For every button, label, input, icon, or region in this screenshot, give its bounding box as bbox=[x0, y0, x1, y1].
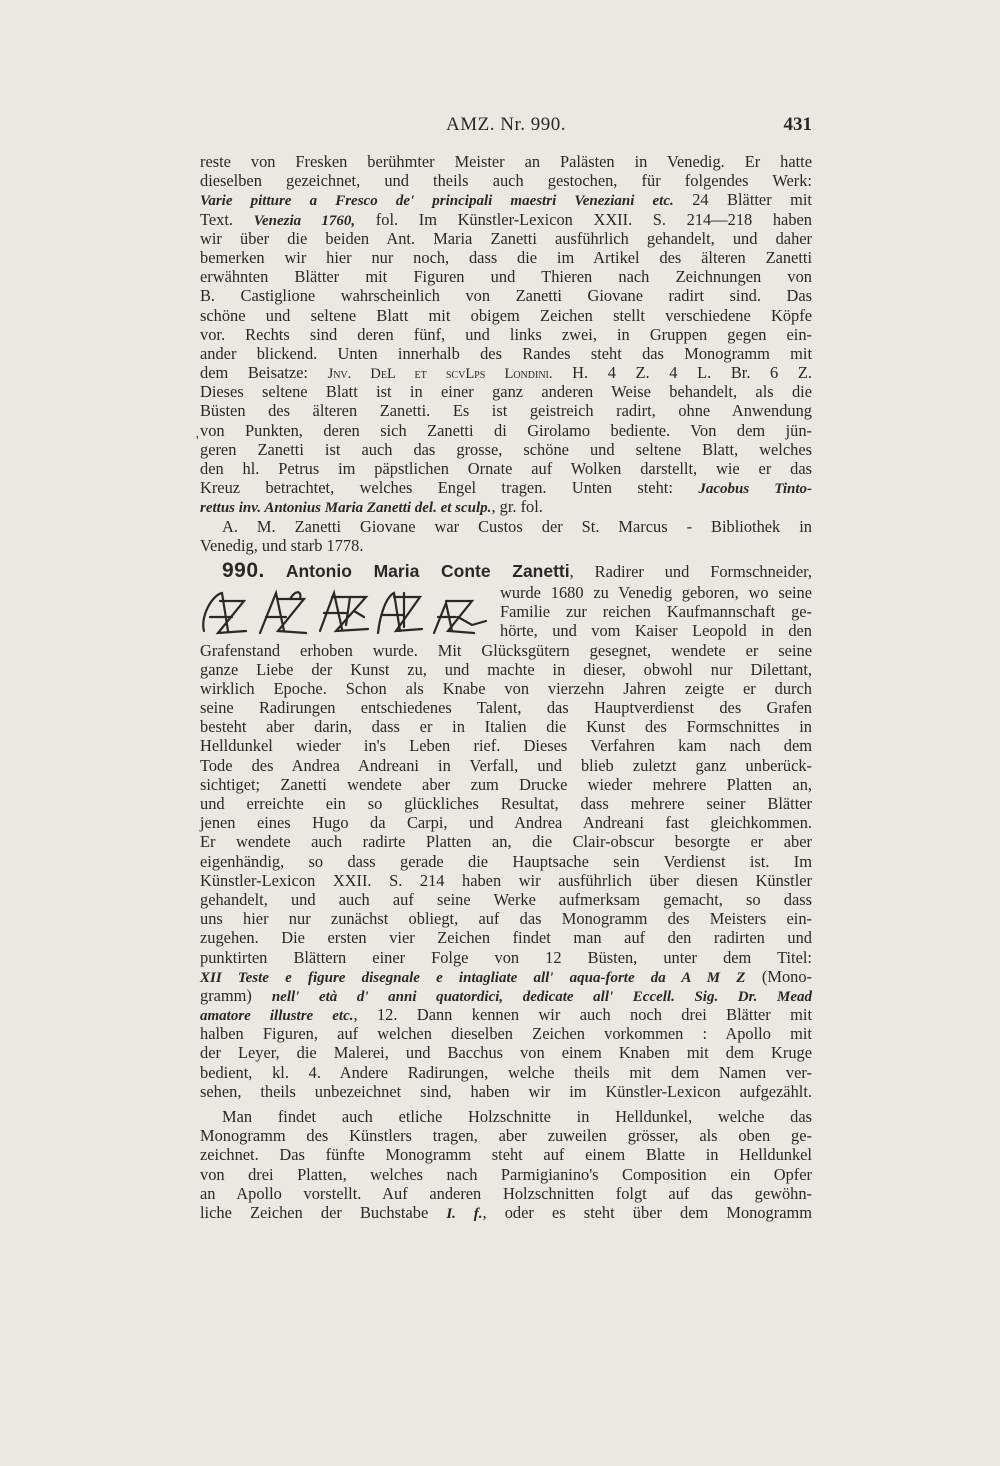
text-line: an Apollo vorstellt. Auf anderen Holzschnitten folgt auf das gewöhn- bbox=[200, 1183, 812, 1203]
text-run: dem Beisatze: bbox=[200, 363, 328, 383]
imprint: Venezia 1760, bbox=[253, 212, 356, 229]
inscription: Jacobus Tinto- bbox=[698, 481, 812, 498]
text-line: von drei Platten, welches nach Parmigianino's Composition ein Opfer bbox=[200, 1164, 812, 1184]
text-run: H. 4 Z. 4 L. Br. 6 Z. bbox=[552, 363, 812, 383]
text-run: 24 Blätter mit bbox=[673, 190, 812, 210]
text-line: jenen eines Hugo da Carpi, und Andrea Andreani fast gleichkommen. bbox=[200, 813, 812, 833]
monogram-2 bbox=[260, 592, 306, 633]
margin-mark: ' bbox=[196, 434, 199, 449]
monogram-block bbox=[200, 583, 812, 641]
monogram-3 bbox=[320, 593, 368, 631]
text-line: sehen, theils unbezeichnet sind, haben wir im Künstler-Lexicon aufgezählt. bbox=[200, 1081, 812, 1101]
text-line bbox=[200, 1203, 812, 1222]
text-line: Büsten des älteren Zanetti. Es ist geistreich radirt, ohne Anwendung bbox=[200, 401, 812, 421]
text-line: Tode des Andrea Andreani in Verfall, und blieb zuletzt ganz unberück- bbox=[200, 755, 812, 775]
text-line: A. M. Zanetti Giovane war Custos der St. Marcus - Bibliothek in bbox=[222, 516, 812, 536]
text-line bbox=[200, 1005, 812, 1024]
text-run: (Mono- bbox=[745, 966, 812, 986]
text-line: den hl. Petrus im päpstlichen Ornate auf Wolken darstellt, wie er das bbox=[200, 459, 812, 478]
text-line: Venedig, und starb 1778. bbox=[200, 535, 364, 555]
text-line bbox=[200, 478, 812, 497]
text-line: Dieses seltene Blatt ist in einer ganz anderen Weise behandelt, als die bbox=[200, 382, 812, 402]
page-number: 431 bbox=[783, 114, 812, 135]
text-line bbox=[200, 967, 812, 986]
letters: I. f. bbox=[446, 1205, 483, 1222]
text-body bbox=[200, 152, 812, 1222]
text-line: der Leyer, die Malerei, und Bacchus von einem Knaben mit dem Kruge bbox=[200, 1043, 812, 1063]
monogram-4 bbox=[378, 593, 422, 633]
series-title: amatore illustre etc. bbox=[200, 1008, 354, 1025]
text-line: Grafenstand erhoben wurde. Mit Glücksgütern gesegnet, wendete er seine bbox=[200, 640, 812, 660]
text-line: Helldunkel wieder in's Leben rief. Dieses Verfahren kam nach dem bbox=[200, 736, 812, 756]
monogram-1 bbox=[203, 593, 246, 633]
text-line: bemerken wir hier nur noch, dass die im Artikel des älteren Zanetti bbox=[200, 247, 812, 267]
text-line: Künstler-Lexicon XXII. S. 214 haben wir ausführlich über diesen Künstler bbox=[200, 870, 812, 890]
text-line: seine Radirungen entschiedenes Talent, das Hauptverdienst des Grafen bbox=[200, 698, 812, 718]
text-run: Kreuz betrachtet, welches Engel tragen. Unten steht: bbox=[200, 478, 699, 498]
text-line: Man findet auch etliche Holzschnitte in Helldunkel, welche das bbox=[222, 1107, 812, 1127]
text-line: hörte, und vom Kaiser Leopold in den bbox=[500, 621, 812, 641]
text-line: besteht aber darin, dass er in Italien die Kunst des Formschnittes in bbox=[200, 717, 812, 737]
text-line: geren Zanetti ist auch das grosse, schöne und seltene Blatt, welches bbox=[200, 439, 812, 459]
text-run: liche Zeichen der Buchstabe bbox=[200, 1202, 447, 1222]
text-line: wirklich Epoche. Schon als Knabe von vierzehn Jahren zeigte er durch bbox=[200, 678, 812, 698]
text-line bbox=[200, 363, 812, 382]
text-line bbox=[200, 210, 812, 229]
text-line: gehandelt, und auch auf seine Werke aufmerksam gemacht, so dass bbox=[200, 889, 812, 909]
running-head-title: AMZ. Nr. 990. bbox=[446, 114, 566, 135]
text-line bbox=[200, 497, 812, 516]
work-title: Varie pitture a Fresco de' principali maestri Veneziani etc. bbox=[200, 193, 674, 210]
text-line bbox=[200, 986, 812, 1005]
entry-heading bbox=[200, 558, 812, 583]
text-line: punktirten Blättern einer Folge von 12 Büsten, unter dem Titel: bbox=[200, 947, 812, 967]
text-line: und erreichte ein so glückliches Resultat, dass mehrere seiner Blätter bbox=[200, 794, 812, 814]
series-title: nell' età d' anni quatordici, dedicate all' Eccell. Sig. Dr. Mead bbox=[271, 988, 812, 1005]
monogram-5 bbox=[434, 601, 486, 633]
text-run: gramm) bbox=[200, 985, 272, 1005]
inscription: rettus inv. Antonius Maria Zanetti del. et sculp. bbox=[200, 500, 492, 517]
text-line: reste von Fresken berühmter Meister an Palästen in Venedig. Er hatte bbox=[200, 152, 812, 171]
series-title: XII Teste e figure disegnale e intagliate all' aqua-forte da A M Z bbox=[200, 969, 746, 986]
text-line: Familie zur reichen Kaufmannschaft ge- bbox=[500, 602, 812, 622]
text-line: zeichnet. Das fünfte Monogramm steht auf einem Blatte in Helldunkel bbox=[200, 1145, 812, 1165]
inscription: Jnv. DeL et scvLps Londini. bbox=[327, 366, 553, 383]
text-line: ganze Liebe der Kunst zu, und machte in dieser, obwohl nur Dilettant, bbox=[200, 659, 812, 679]
text-line: wurde 1680 zu Venedig geboren, wo seine bbox=[500, 582, 812, 602]
text-line: erwähnten Blätter mit Figuren und Thieren nach Zeichnungen von bbox=[200, 267, 812, 287]
monogram-illustrations bbox=[198, 587, 490, 639]
text-run: Text. bbox=[200, 209, 254, 229]
text-run: , Radirer und Formschneider, bbox=[569, 561, 812, 581]
text-line: ander blickend. Unten innerhalb des Randes steht das Monogramm mit bbox=[200, 343, 812, 363]
text-run: fol. Im Künstler-Lexicon XXII. S. 214—218 haben bbox=[355, 209, 812, 229]
artist-name: Antonio Maria Conte Zanetti bbox=[285, 560, 570, 581]
text-line: halben Figuren, auf welchen dieselben Zeichen vorkommen : Apollo mit bbox=[200, 1024, 812, 1044]
text-run: , 12. Dann kennen wir auch noch drei Blätter mit bbox=[353, 1005, 812, 1025]
text-line: bedient, kl. 4. Andere Radirungen, welche theils mit dem Namen ver- bbox=[200, 1062, 812, 1082]
text-line bbox=[200, 190, 812, 209]
text-line: schöne und seltene Blatt mit obigem Zeichen stellt verschiedene Köpfe bbox=[200, 305, 812, 325]
text-line: wir über die beiden Ant. Maria Zanetti ausführlich gehandelt, und daher bbox=[200, 228, 812, 248]
text-run: , oder es steht über dem Monogramm bbox=[482, 1202, 812, 1222]
text-line: Er wendete auch radirte Platten an, die Clair-obscur besorgte er aber bbox=[200, 832, 812, 852]
text-line: zugehen. Die ersten vier Zeichen findet man auf den radirten und bbox=[200, 928, 812, 948]
entry-number: 990. bbox=[222, 558, 265, 582]
text-line: sichtiget; Zanetti wendete aber zum Drucke wieder mehrere Platten an, bbox=[200, 774, 812, 794]
text-line: von Punkten, deren sich Zanetti di Girolamo bediente. Von dem jün- bbox=[200, 420, 812, 440]
text-line: vor. Rechts sind deren fünf, und links zwei, in Gruppen gegen ein- bbox=[200, 324, 812, 344]
text-line: dieselben gezeichnet, und theils auch gestochen, für folgendes Werk: bbox=[200, 171, 812, 191]
text-line: eigenhändig, so dass gerade die Hauptsache sein Verdienst ist. Im bbox=[200, 851, 812, 871]
text-line: B. Castiglione wahrscheinlich von Zanetti Giovane radirt sind. Das bbox=[200, 286, 812, 306]
text-run: , gr. fol. bbox=[491, 497, 543, 517]
running-head bbox=[200, 114, 812, 138]
text-line: uns hier nur zunächst obliegt, auf das Monogramm des Meisters ein- bbox=[200, 909, 812, 929]
text-line: Monogramm des Künstlers tragen, aber zuweilen grösser, als oben ge- bbox=[200, 1126, 812, 1146]
